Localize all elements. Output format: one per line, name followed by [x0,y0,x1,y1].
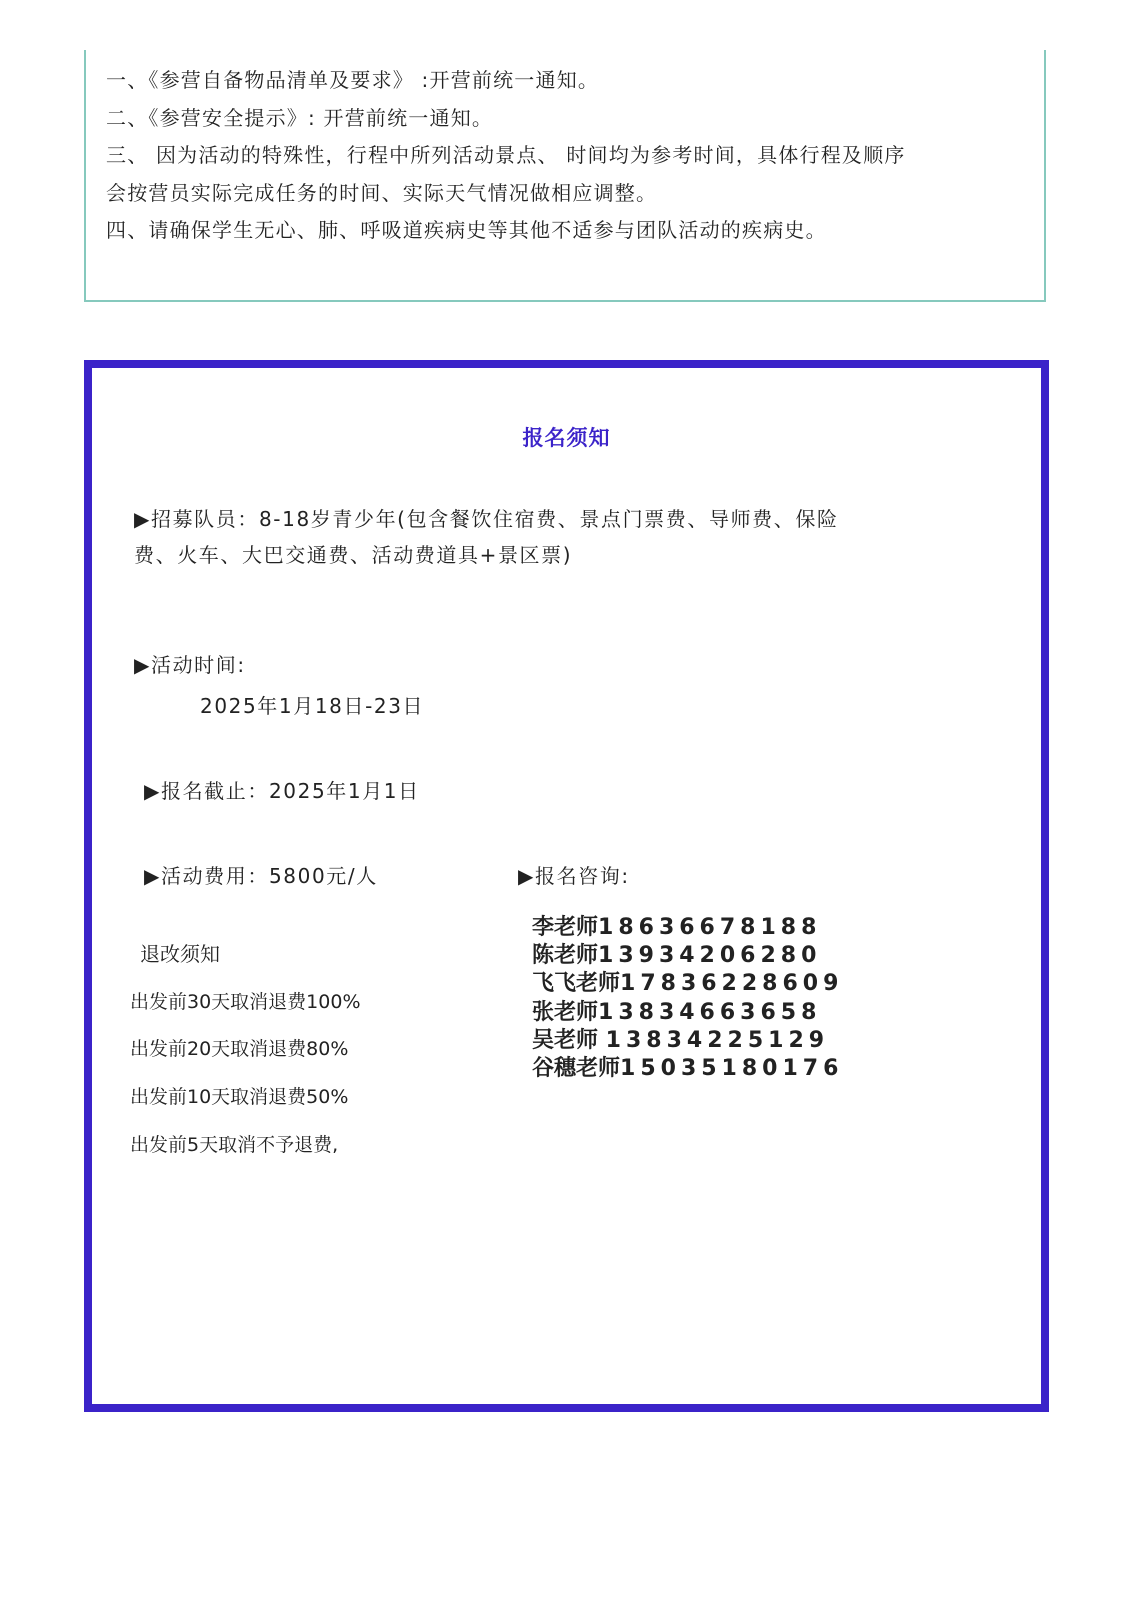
contact-phone[interactable]: 13834225129 [605,1028,830,1053]
contact-row [532,999,821,1027]
contact-name: 陈老师 [532,943,599,968]
refund-rule-2: 出发前20天取消退费80% [130,1038,349,1060]
recruit-line-1: ▶招募队员：8-18岁青少年(包含餐饮住宿费、景点门票费、导师费、保险 [134,507,839,531]
notice-box [84,50,1046,302]
contact-phone[interactable]: 13934206280 [598,943,822,968]
contact-row [532,970,843,998]
registration-deadline: ▶报名截止：2025年1月1日 [144,779,420,803]
contact-row [532,1055,843,1083]
contact-phone[interactable]: 15035180176 [620,1056,844,1081]
notice-item-2: 二、《参营安全提示》: 开营前统一通知。 [106,106,494,130]
contact-name: 飞飞老师 [532,971,621,996]
registration-title: 报名须知 [522,426,611,450]
contact-name: 张老师 [532,1000,599,1025]
contact-name: 李老师 [532,915,599,940]
notice-item-3: 三、 因为活动的特殊性，行程中所列活动景点、 时间均为参考时间，具体行程及顺序 [106,143,906,167]
refund-title: 退改须知 [140,942,220,966]
notice-item-4: 四、请确保学生无心、肺、呼吸道疾病史等其他不适参与团队活动的疾病史。 [106,218,827,242]
activity-time-label: ▶活动时间: [134,653,246,677]
contact-row [532,1027,829,1055]
consult-label: ▶报名咨询: [518,864,630,888]
activity-fee: ▶活动费用：5800元/人 [144,864,378,888]
contact-name: 谷穗老师 [532,1056,621,1081]
notice-item-1: 一、《参营自备物品清单及要求》 :开营前统一通知。 [106,68,600,92]
refund-rule-1: 出发前30天取消退费100% [130,991,361,1013]
contact-row [532,914,821,942]
refund-rule-3: 出发前10天取消退费50% [130,1086,349,1108]
contact-row [532,942,821,970]
contact-name: 吴老师 [532,1028,606,1053]
contact-phone[interactable]: 17836228609 [620,971,844,996]
contact-phone[interactable]: 18636678188 [598,915,822,940]
notice-item-3-continued: 会按营员实际完成任务的时间、实际天气情况做相应调整。 [106,181,658,205]
refund-rule-4: 出发前5天取消不予退费, [130,1134,339,1156]
contact-phone[interactable]: 13834663658 [598,1000,822,1025]
recruit-line-2: 费、火车、大巴交通费、活动费道具+景区票) [134,543,573,567]
registration-box [84,360,1049,1412]
activity-time-value: 2025年1月18日-23日 [200,694,425,718]
